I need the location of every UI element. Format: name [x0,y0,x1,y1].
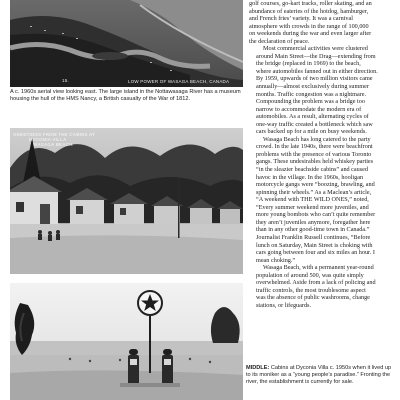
p2-line: where automobiles fanned out in either direction. [256,67,378,75]
paragraph-4 [249,264,395,309]
p3-line: havoc in the village. In the 1960s, hooligan [256,173,364,181]
paragraph-3 [249,136,395,264]
p2-line: narrow to accommodate the modern era of [256,105,362,113]
p4-line: stations, or lifeguards. [256,301,311,309]
caption-top-text: A c. 1960s aerial view looking east. The large island in the Nottawasaga River has a museum housing the hull of the HMS Nancy, a British casualty of the War of 1812. [10,89,241,102]
p3-line: “Every summer weekend more juveniles, and [256,203,369,211]
aerial-photo [10,0,243,87]
caption-middle-lead: MIDDLE: [246,365,270,371]
cabins-inscription-line-3: WASAGA BEACH [33,142,73,147]
p1-line: and French fries’ variety. It was a carnival [249,15,353,23]
p2-line: Compounding the problem was a bridge too [256,98,365,106]
p2-line: annually—almost exclusively during summer [256,83,369,91]
beach-photo [10,283,243,400]
cabins-photo [10,128,243,274]
caption-top [10,89,243,103]
p2-line: Most commercial activities were clustered [263,45,368,53]
aerial-photo-image [10,0,243,87]
cabins-photo-image [10,128,243,274]
p3-line: Journalist Franklin Russell continues, “Before [256,233,371,241]
aerial-photo-number: 15. [62,78,69,83]
p3-line: lunch on Saturday, Main Street is choking with [256,241,373,249]
p3-line: crowd. In the late 1940s, there were beachfront [256,143,373,151]
p2-line: cars backed up for a mile on busy weekends. [256,128,367,136]
caption-middle [246,365,396,386]
p2-line: By 1959, upwards of two million visitors came [256,75,373,83]
p4-line: overwhelmed. Aside from a lack of policing and [256,279,376,287]
p4-line: traffic controls, the most troublesome aspect [256,286,366,294]
p3-line: they aren’t juveniles anymore, foregather here [256,218,371,226]
p3-line: more young bombots who can’t quite remember [256,211,376,219]
p2-line: one-way traffic created a bottleneck which saw [256,120,373,128]
p3-line: than in any other good-time town in Canada.” [256,226,370,234]
paragraph-2 [249,45,395,136]
p3-line: Wasaga Beach has long catered to the party [263,135,371,143]
p1-line: the declaration of peace. [249,37,310,45]
p4-line: was the absence of public washrooms, change [256,294,370,302]
p3-line: problems with the presence of various Toronto [256,150,372,158]
p2-line: around Main Street—the Drag—extending from [256,52,376,60]
beach-photo-image [10,283,243,400]
p1-line: on weekends during the war and even larger after [249,30,372,38]
aerial-photo-inscription: LOW POWER OF WASAGA BEACH, CANADA [128,79,230,84]
p3-line: “A weekend with THE WILD ONES,” noted, [256,196,369,204]
cabins-photo-inscription [13,132,108,147]
p2-line: months. Traffic congestion was a nightmare. [256,90,367,98]
p3-line: spinning their wheels.” As a Maclean’s article, [256,188,372,196]
p3-line: mean choking.” [256,256,296,264]
p3-line: motorcycle gangs were “boozing, brawling, and [256,181,375,189]
paragraph-1 [249,0,395,45]
p3-line: cars going between four and six miles an hour. I [256,249,375,257]
p3-line: gangs. These undesirables held whiskey parties [256,158,374,166]
body-text-column [249,0,395,360]
cabins-inscription-line-1: GREETINGS FROM THE CABINS AT [13,132,96,137]
p1-line: golf courses, go-kart tracks, roller skating, and an [249,0,372,7]
cabins-inscription-line-2: DYCONIA VILLA [29,137,67,142]
p4-line: population of around 500, was quite simply [256,271,364,279]
caption-middle-text: Cabins at Dyconia Villa c. 1950s when it lived up to its moniker as a “young people’s paradise.” Fronting the river, the establishment is currently for sale. [246,365,392,385]
p1-line: abundance of eateries of the hotdog, hamburger, [249,7,369,15]
p1-line: atmosphere with crowds in the range of 100,000 [249,22,369,30]
p3-line: “in the sleazier beachside cabins” and caused [256,166,369,174]
p2-line: the bridge (replaced in 1969) to the beach, [256,60,361,68]
p4-line: Wasaga Beach, with a permanent year-round [263,264,374,272]
p2-line: automobiles. As a result, alternating cycles of [256,113,369,121]
